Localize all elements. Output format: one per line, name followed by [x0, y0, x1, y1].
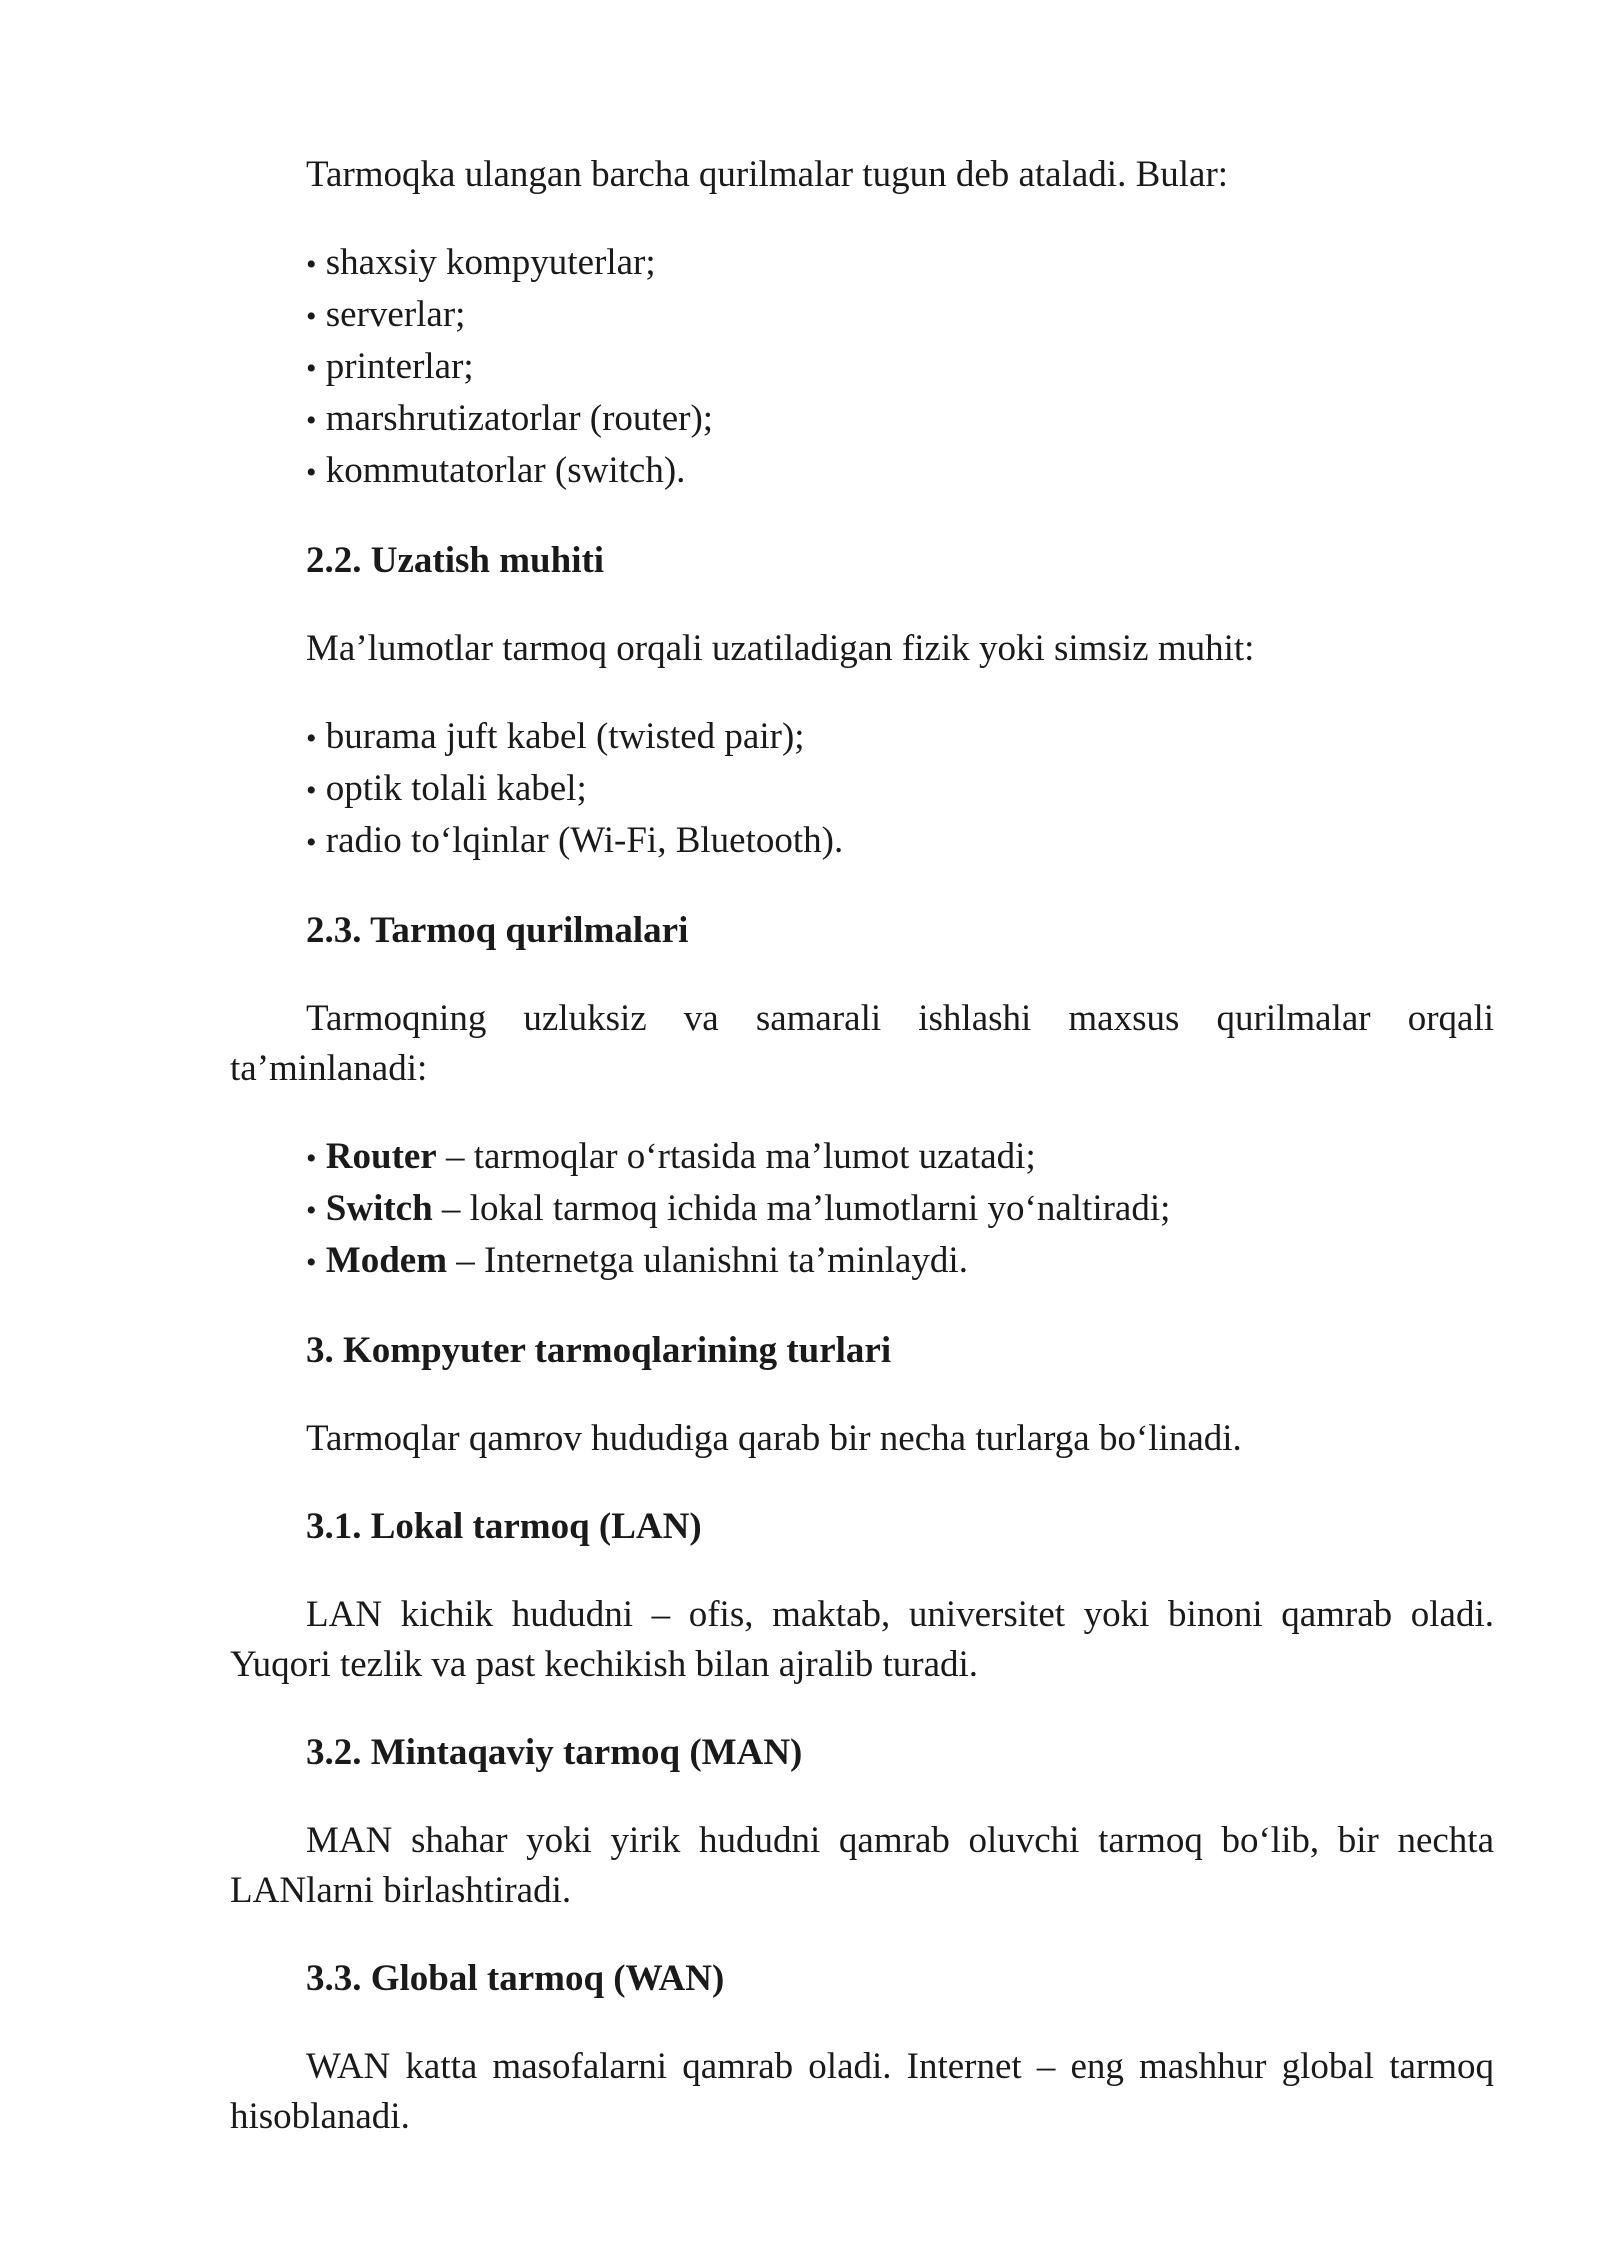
bullet-icon: • — [306, 1246, 317, 1279]
list-item: • burama juft kabel (twisted pair); — [306, 716, 805, 757]
list-item — [230, 1236, 1494, 1288]
device-term: Router — [325, 1136, 437, 1177]
list-item: • shaxsiy kompyuterlar; — [306, 242, 656, 283]
list-item: • radio to‘lqinlar (Wi-Fi, Bluetooth). — [306, 820, 844, 861]
device-term: Switch — [325, 1188, 433, 1229]
list-item: • optik tolali kabel; — [306, 768, 587, 809]
bullet-icon: • — [306, 456, 317, 489]
intro-paragraph: Tarmoqka ulangan barcha qurilmalar tugun deb ataladi. Bular: — [306, 154, 1229, 195]
section-paragraph: Tarmoqlar qamrov hududiga qarab bir necha turlarga bo‘linadi. — [306, 1418, 1242, 1459]
bullet-icon: • — [306, 826, 317, 859]
section-paragraph: LAN kichik hududni – ofis, maktab, universitet yoki binoni qamrab oladi. Yuqori tezlik va past kechikish bilan ajralib turadi. — [230, 1594, 1494, 1685]
bullet-icon: • — [306, 1142, 317, 1175]
section-paragraph: MAN shahar yoki yirik hududni qamrab oluvchi tarmoq bo‘lib, bir nechta LANlarni birlashtiradi. — [230, 1820, 1494, 1911]
list-item — [230, 1184, 1494, 1236]
nodes-list — [230, 238, 1494, 498]
list-item: • kommutatorlar (switch). — [306, 450, 686, 491]
bullet-icon: • — [306, 404, 317, 437]
section-paragraph: WAN katta masofalarni qamrab oladi. Internet – eng mashhur global tarmoq hisoblanadi. — [230, 2046, 1494, 2137]
list-item: • marshrutizatorlar (router); — [306, 398, 714, 439]
section-heading: 3.3. Global tarmoq (WAN) — [306, 1958, 725, 1999]
section-heading: 3.1. Lokal tarmoq (LAN) — [306, 1506, 702, 1547]
devices-list — [230, 1132, 1494, 1288]
bullet-icon: • — [306, 774, 317, 807]
document-page — [230, 150, 1494, 2142]
list-item: • printerlar; — [306, 346, 474, 387]
device-description: – Internetga ulanishni ta’minlaydi. — [447, 1240, 968, 1281]
media-list — [230, 712, 1494, 868]
bullet-icon: • — [306, 722, 317, 755]
section-paragraph: Ma’lumotlar tarmoq orqali uzatiladigan fizik yoki simsiz muhit: — [306, 628, 1255, 669]
list-item — [230, 1132, 1494, 1184]
bullet-icon: • — [306, 1194, 317, 1227]
section-heading: 3.2. Mintaqaviy tarmoq (MAN) — [306, 1732, 803, 1773]
list-item: • serverlar; — [306, 294, 466, 335]
bullet-icon: • — [306, 248, 317, 281]
device-description: – lokal tarmoq ichida ma’lumotlarni yo‘naltiradi; — [432, 1188, 1171, 1229]
device-term: Modem — [325, 1240, 448, 1281]
section-heading: 3. Kompyuter tarmoqlarining turlari — [306, 1330, 892, 1371]
bullet-icon: • — [306, 352, 317, 385]
device-description: – tarmoqlar o‘rtasida ma’lumot uzatadi; — [436, 1136, 1036, 1177]
section-paragraph: Tarmoqning uzluksiz va samarali ishlashi maxsus qurilmalar orqali ta’minlanadi: — [230, 998, 1494, 1089]
bullet-icon: • — [306, 300, 317, 333]
section-heading: 2.2. Uzatish muhiti — [306, 540, 605, 581]
section-heading: 2.3. Tarmoq qurilmalari — [306, 910, 689, 951]
